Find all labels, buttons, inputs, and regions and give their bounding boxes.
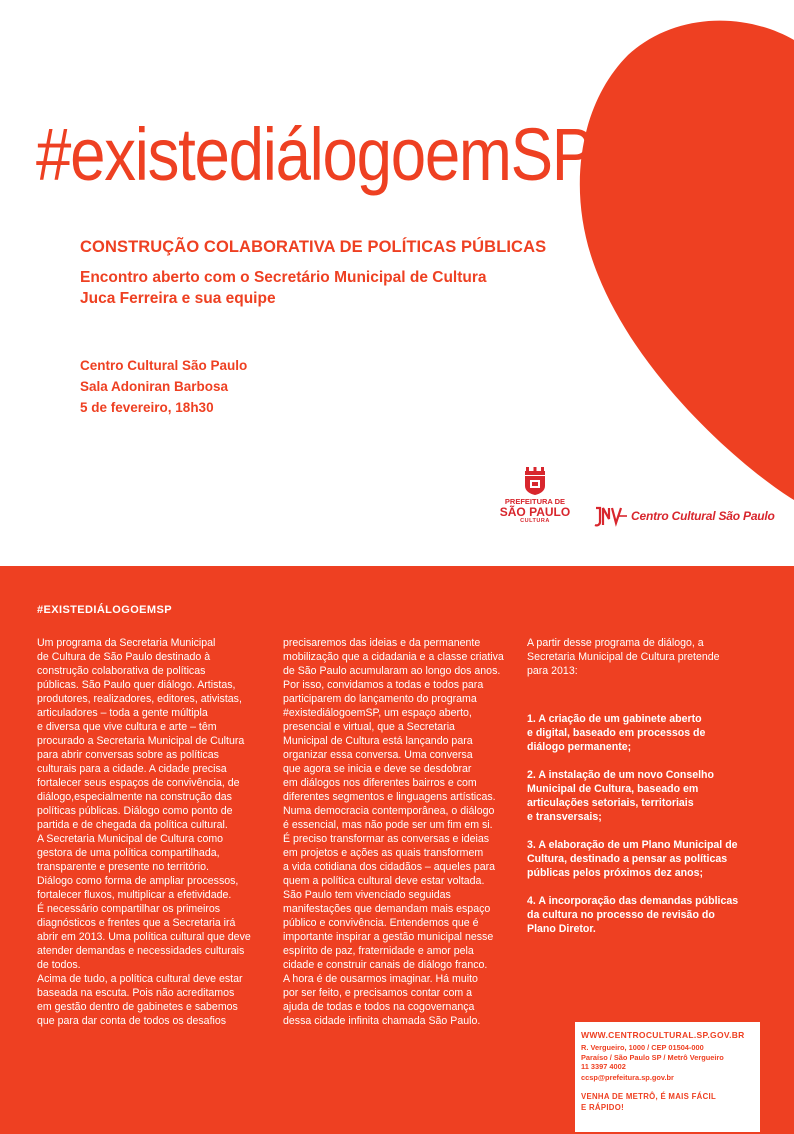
text-line: que agora se inicia e deve se desdobrar xyxy=(283,763,472,775)
text-line: em diálogos nos diferentes bairros e com xyxy=(283,777,477,789)
text-line: quem a política cultural deve estar voltada. xyxy=(283,875,485,887)
goal-line: Plano Diretor. xyxy=(527,923,596,935)
goals-intro xyxy=(527,636,767,678)
text-line: A Secretaria Municipal de Cultura como xyxy=(37,833,224,845)
text-line: diferentes segmentos e linguagens artísticas. xyxy=(283,791,496,803)
text-line: construção colaborativa de políticas xyxy=(37,665,206,677)
sao-paulo-label: SÃO PAULO xyxy=(499,505,571,519)
text-line: espírito de paz, fraternidade e amor pela xyxy=(283,945,474,957)
text-line: é essencial, mas não pode ser um fim em si. xyxy=(283,819,493,831)
text-line: procurado a Secretaria Municipal de Cultura xyxy=(37,735,245,747)
text-line: a vida cotidiana dos cidadãos – aqueles para xyxy=(283,861,496,873)
text-line: É necessário compartilhar os primeiros xyxy=(37,903,221,915)
body-column-2 xyxy=(283,636,513,1028)
goal-line: 2. A instalação de um novo Conselho xyxy=(527,769,714,781)
goal-line: 1. A criação de um gabinete aberto xyxy=(527,713,702,725)
text-line: diagnósticos e frentes que a Secretaria irá xyxy=(37,917,236,929)
text-line: e diversa que vive cultura e arte – têm xyxy=(37,721,217,733)
text-line: políticas públicas. Diálogo como ponto de xyxy=(37,805,233,817)
text-line: em projetos e ações as quais transformem xyxy=(283,847,484,859)
text-line: de Cultura de São Paulo destinado à xyxy=(37,651,211,663)
goal-item-1 xyxy=(527,712,767,754)
goal-line: e transversais; xyxy=(527,811,602,823)
text-line: fortalecer fluxos, multiplicar a efetividade. xyxy=(37,889,232,901)
goal-item-2 xyxy=(527,768,767,824)
event-subtitle: CONSTRUÇÃO COLABORATIVA DE POLÍTICAS PÚBLICAS xyxy=(80,238,547,256)
text-line: A hora é de ousarmos imaginar. Há muito xyxy=(283,973,478,985)
text-line: diálogo,especialmente na construção das xyxy=(37,791,232,803)
text-line: presencial e virtual, que a Secretaria xyxy=(283,721,455,733)
goal-item-4 xyxy=(527,894,767,936)
goal-line: Municipal de Cultura, baseado em xyxy=(527,783,699,795)
text-line: públicas. São Paulo quer diálogo. Artistas, xyxy=(37,679,236,691)
text-line: gestora de uma política compartilhada, xyxy=(37,847,220,859)
intro-line: Encontro aberto com o Secretário Municipal de Cultura xyxy=(80,269,487,286)
text-line: público e convivência. Entendemos que é xyxy=(283,917,479,929)
section-hashtag: #EXISTEDIÁLOGOEMSP xyxy=(37,604,172,616)
intro-line: Juca Ferreira e sua equipe xyxy=(80,290,276,307)
text-line: Por isso, convidamos a todas e todos para xyxy=(283,679,484,691)
text-line: articuladores – toda a gente múltipla xyxy=(37,707,208,719)
city-crest-icon xyxy=(523,466,547,496)
text-line: mobilização que a cidadania e a classe criativa xyxy=(283,651,504,663)
text-line: de todos. xyxy=(37,959,81,971)
text-line: partida e de chegada da política cultural. xyxy=(37,819,228,831)
text-line: Acima de tudo, a política cultural deve estar xyxy=(37,973,243,985)
address-line: Paraíso / São Paulo SP / Metrô Vergueiro xyxy=(581,1052,724,1062)
address-line: R. Vergueiro, 1000 / CEP 01504-000 xyxy=(581,1043,704,1052)
text-line: abrir em 2013. Uma política cultural que deve xyxy=(37,931,251,943)
text-line: #existediálogoemSP, um espaço aberto, xyxy=(283,707,472,719)
metro-line: E RÁPIDO! xyxy=(581,1103,624,1112)
text-line: de São Paulo acumularam ao longo dos anos. xyxy=(283,665,501,677)
text-line: por ser feito, e precisamos contar com a xyxy=(283,987,473,999)
goal-line: articulações setoriais, territoriais xyxy=(527,797,694,809)
email-link[interactable]: ccsp@prefeitura.sp.gov.br xyxy=(581,1072,674,1082)
text-line: produtores, realizadores, editores, ativistas, xyxy=(37,693,242,705)
text-line: participarem do lançamento do programa xyxy=(283,693,477,705)
text-line: atender demandas e necessidades culturais xyxy=(37,945,245,957)
text-line: Um programa da Secretaria Municipal xyxy=(37,637,216,649)
text-line: que para dar conta de todos os desafios xyxy=(37,1015,227,1027)
text-line: ajuda de todas e todos na cogovernança xyxy=(283,1001,475,1013)
text-line: organizar essa conversa. Uma conversa xyxy=(283,749,473,761)
goal-line: da cultura no processo de revisão do xyxy=(527,909,715,921)
text-line: transparente e presente no território. xyxy=(37,861,209,873)
venue-line: Sala Adoniran Barbosa xyxy=(80,379,229,394)
body-column-3 xyxy=(527,636,767,950)
text-line: Municipal de Cultura está lançando para xyxy=(283,735,473,747)
goal-line: públicas pelos próximos dez anos; xyxy=(527,867,704,879)
text-line: em gestão dentro de gabinetes e sabemos xyxy=(37,1001,238,1013)
contact-box xyxy=(575,1022,760,1132)
goal-line: Cultura, destinado a pensar as políticas xyxy=(527,853,728,865)
text-line: fortalecer seus espaços de convivência, de xyxy=(37,777,240,789)
text-line: importante inspirar a gestão municipal nesse xyxy=(283,931,494,943)
text-line: São Paulo tem vivenciado seguidas xyxy=(283,889,451,901)
venue-line: 5 de fevereiro, 18h30 xyxy=(80,400,214,415)
text-line: precisaremos das ideias e da permanente xyxy=(283,637,481,649)
metro-line: VENHA DE METRÔ, É MAIS FÁCIL xyxy=(581,1092,717,1101)
website-link[interactable]: WWW.CENTROCULTURAL.SP.GOV.BR xyxy=(581,1030,745,1040)
ccsp-mark-icon xyxy=(594,505,628,527)
text-line: Secretaria Municipal de Cultura pretende xyxy=(527,651,720,663)
ccsp-logo xyxy=(594,505,775,527)
venue-line: Centro Cultural São Paulo xyxy=(80,358,248,373)
text-line: para abrir conversas sobre as políticas xyxy=(37,749,219,761)
goal-line: 4. A incorporação das demandas públicas xyxy=(527,895,739,907)
event-venue xyxy=(80,355,247,418)
text-line: cidade e construir canais de diálogo franco. xyxy=(283,959,488,971)
text-line: Diálogo como forma de ampliar processos, xyxy=(37,875,239,887)
goal-item-3 xyxy=(527,838,767,880)
body-column-1 xyxy=(37,636,267,1028)
text-line: A partir desse programa de diálogo, a xyxy=(527,637,704,649)
goal-line: 3. A elaboração de um Plano Municipal de xyxy=(527,839,738,851)
goal-line: e digital, baseado em processos de xyxy=(527,727,706,739)
goal-line: diálogo permanente; xyxy=(527,741,632,753)
address xyxy=(581,1043,754,1072)
text-line: culturais para a cidade. A cidade precisa xyxy=(37,763,227,775)
text-line: manifestações que demandam mais espaço xyxy=(283,903,491,915)
text-line: É preciso transformar as conversas e ideias xyxy=(283,833,490,845)
text-line: baseada na escuta. Pois não acreditamos xyxy=(37,987,235,999)
ccsp-name: Centro Cultural São Paulo xyxy=(631,509,775,523)
event-intro xyxy=(80,267,487,309)
metro-note xyxy=(581,1091,754,1113)
text-line: dessa cidade infinita chamada São Paulo. xyxy=(283,1015,481,1027)
poster-body-section xyxy=(0,566,794,1134)
prefeitura-label: PREFEITURA DE xyxy=(504,497,566,506)
text-line: para 2013: xyxy=(527,665,578,677)
text-line: Numa democracia contemporânea, o diálogo xyxy=(283,805,495,817)
prefeitura-logo xyxy=(497,466,573,524)
poster-top-section xyxy=(0,0,794,566)
phone-number: 11 3397 4002 xyxy=(581,1062,626,1071)
hashtag-title: #existediálogoemSP xyxy=(36,113,593,196)
cultura-label: CULTURA xyxy=(520,518,550,524)
